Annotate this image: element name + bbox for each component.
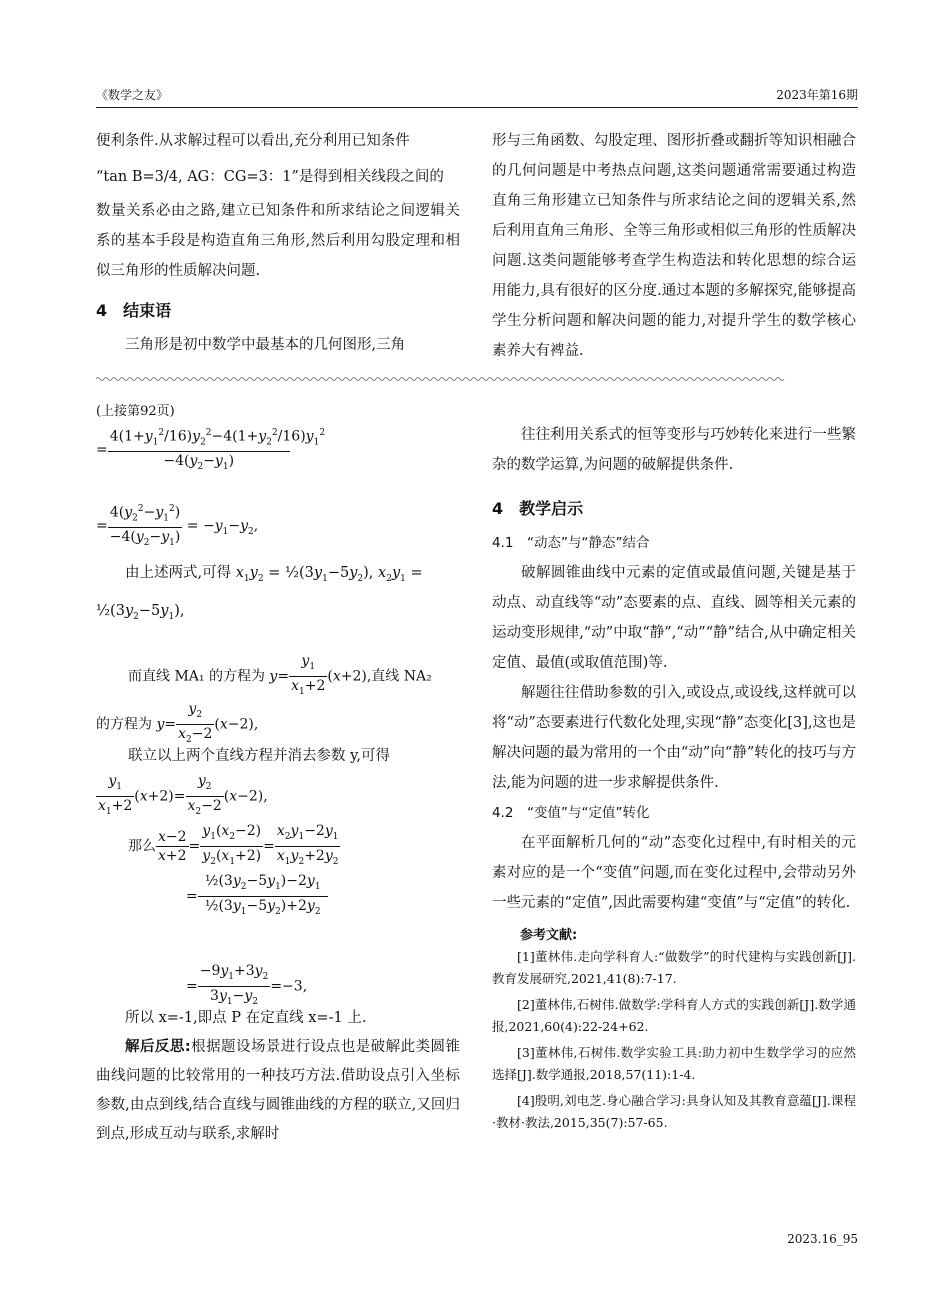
equation-4: 那么 $\frac{x-2}{x+2}$ = $\frac{y_1(x_2-2)}{y_2(x_1+2)}$ = $\frac{x_2y_1-2y_1}{x_1y_2+2y_2}$ <box>128 823 339 867</box>
paragraph: 破解圆锥曲线中元素的定值或最值问题,关键是基于动点、动直线等“动”态要素的点、直线、圆等相关元素的运动变形规律,“动”中取“静”,“动”“静”结合,从中确定相关定值、最值(或取值范围)等. <box>492 565 856 671</box>
equation-5: = $\frac{\frac{1}{2}(3y_2-5y_1)-2y_1}{\frac{1}{2}(3y_1-5y_2)+2y_2}$ <box>186 872 328 921</box>
top-left-column <box>96 126 460 360</box>
issue-label: 2023年第16期 <box>776 88 858 102</box>
references-list <box>492 946 856 1138</box>
paragraph: 便利条件.从求解过程可以看出,充分利用已知条件 <box>96 133 410 149</box>
paragraph: 三角形是初中数学中最基本的几何图形,三角 <box>125 337 406 353</box>
reference-item: [1]董林伟.走向学科育人:“做数学”的时代建构与实践创新[J].教育发展研究,2021,41(8):7-17. <box>492 949 856 986</box>
page-number: 2023.16_95 <box>787 1232 858 1246</box>
paragraph: 往往利用关系式的恒等变形与巧妙转化来进行一些繁杂的数学运算,为问题的破解提供条件. <box>492 427 856 473</box>
reflection-text: 根据题设场景进行设点也是破解此类圆锥曲线问题的比较常用的一种技巧方法.借助设点引入坐标参数,由点到线,结合直线与圆锥曲线的方程的联立,又回归到点,形成互动与联系,求解时 <box>96 1039 460 1142</box>
paragraph: 在平面解析几何的“动”态变化过程中,有时相关的元素对应的是一个“变值”问题,而在变化过程中,会带动另外一些元素的“定值”,因此需要构建“变值”与“定值”的转化. <box>492 835 856 911</box>
top-right-column <box>492 126 856 366</box>
reference-item: [3]董林伟,石树伟.数学实验工具:助力初中生数学学习的应然选择[J].数学通报,2018,57(11):1-4. <box>492 1045 856 1082</box>
subsection-title: 4.2 “变值”与“定值”转化 <box>492 805 650 821</box>
wavy-separator <box>96 376 858 382</box>
equation-6: = $\frac{-9y_1+3y_2}{3y_1-y_2}$ =−3, <box>186 963 308 1007</box>
paragraph: 数量关系必由之路,建立已知条件和所求结论之间逻辑关系的基本手段是构造直角三角形,然后利用勾股定理和相似三角形的性质解决问题. <box>96 203 460 279</box>
derivation-step-1: 由上述两式,可得 $x_1y_2$ = $\frac{1}{2}(3y_1-5y_2)$, $x_2y_1$ = $\frac{1}{2}(3y_2-5y_1)$, <box>96 565 423 622</box>
reference-item: [4]殷明,刘电芝.身心融合学习:具身认知及其教育意蕴[J].课程·教材·教法,2015,35(7):57-65. <box>492 1093 856 1130</box>
references-title: 参考文献: <box>520 928 578 943</box>
journal-name: 《数学之友》 <box>96 88 169 102</box>
paragraph: 形与三角函数、勾股定理、图形折叠或翻折等知识相融合的几何问题是中考热点问题,这类问题通常需要通过构造直角三角形建立已知条件与所求结论之间的逻辑关系,然后利用直角三角形、全等三角形或相似三角形的性质解决问题.这类问题能够考查学生构造法和转化思想的综合运用能力,具有很好的区分度.通过本题的多解探究,能够提高学生分析问题和解决问题的能力,对提升学生的数学核心素养大有裨益. <box>492 133 856 359</box>
section-title: 4 教学启示 <box>492 499 584 518</box>
reflection-label: 解后反思: <box>125 1039 191 1055</box>
paragraph: “tan B=3/4, AG：CG=3：1”是得到相关线段之间的 <box>96 169 444 185</box>
continuation-note: (上接第92页) <box>96 404 175 419</box>
subsection-title: 4.1 “动态”与“静态”结合 <box>492 535 650 551</box>
reference-item: [2]董林伟,石树伟.做数学:学科育人方式的实践创新[J].数学通报,2021,60(4):22-24+62. <box>492 997 856 1034</box>
bottom-right-column <box>492 420 856 918</box>
derivation-step-4: 联立以上两个直线方程并消去参数 y,可得 <box>128 748 390 764</box>
section-title: 4 结束语 <box>96 301 172 320</box>
derivation-step-3: 的方程为 y= $\frac{y_2}{x_2-2}$ (x−2), <box>96 701 259 745</box>
equation-1: = $\frac{4(1+y_1^2/16)y_2^2-4(1+y_2^2/16)y_1^2}{-4(y_2-y_1)}$ <box>96 424 290 476</box>
equation-2: = $\frac{4(y_2^2-y_1^2)}{-4(y_2-y_1)}$ = $-y_1-y_2$, <box>96 500 258 552</box>
paragraph: 解题往往借助参数的引入,或设点,或设线,这样就可以将“动”态要素进行代数化处理,实现“静”态变化[3],这也是解决问题的最为常用的一个由“动”向“静”转化的技巧与方法,能为问题的进一步求解提供条件. <box>492 685 856 791</box>
header-rule <box>96 107 858 108</box>
conclusion: 所以 x=-1,即点 P 在定直线 x=-1 上. <box>125 1010 367 1026</box>
equation-3: $\frac{y_1}{x_1+2}$ (x+2)= $\frac{y_2}{x_2-2}$ (x−2), <box>98 773 268 817</box>
bottom-left-text <box>96 1004 460 1149</box>
derivation-step-2: 而直线 MA₁ 的方程为 y= $\frac{y_1}{x_1+2}$ (x+2),直线 NA₂ <box>128 653 432 697</box>
